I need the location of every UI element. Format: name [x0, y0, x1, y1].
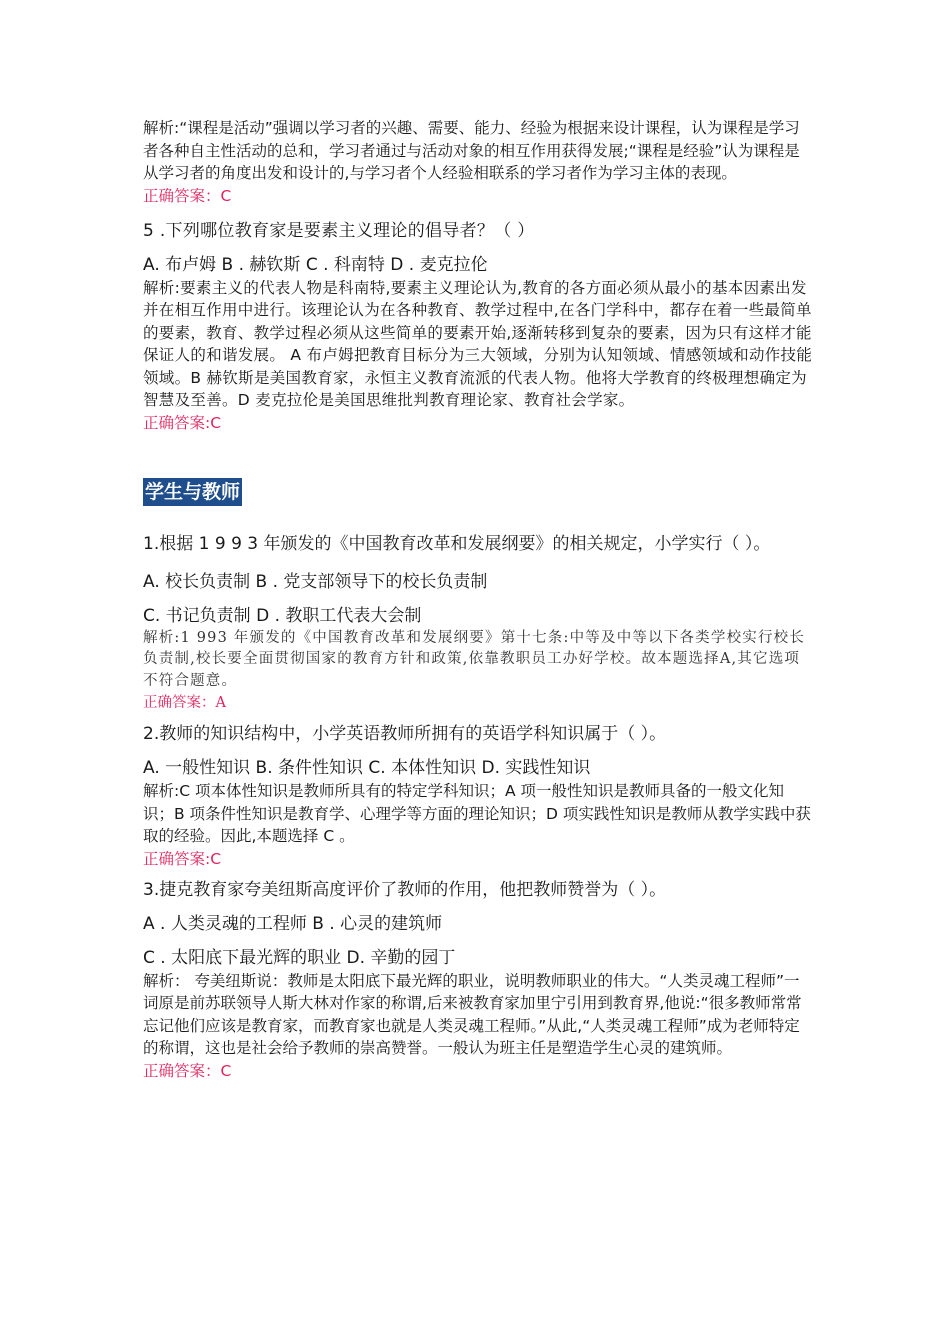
section-question-1-options-line1: A. 校长负责制 B . 党支部领导下的校长负责制 [143, 571, 488, 592]
section-question-3-analysis: 解析： 夸美纽斯说：教师是太阳底下最光辉的职业，说明教师职业的伟大。“人类灵魂工程师”一词原是前苏联领导人斯大林对作家的称谓,后来被教育家加里宁引用到教育界,他说:“很多教师常常忘记他们应该是教育家，而教育家也就是人类灵魂工程师。”从此,“人类灵魂工程师”成为老师特定的称谓，这也是社会给予教师的崇高赞誉。一般认为班主任是塑造学生心灵的建筑师。 [143, 971, 802, 1057]
section-question-2: 2.教师的知识结构中，小学英语教师所拥有的英语学科知识属于（ ）。 [143, 724, 667, 744]
section-question-3-answer: 正确答案：C [143, 1061, 232, 1080]
question-5-options: A. 布卢姆 B . 赫钦斯 C . 科南特 D . 麦克拉伦 [143, 254, 488, 275]
section-question-1: 1.根据 1 9 9 3 年颁发的《中国教育改革和发展纲要》的相关规定，小学实行（ ）。 [143, 533, 771, 554]
section-question-2-analysis: 解析:C 项本体性知识是教师所具有的特定学科知识；A 项一般性知识是教师具备的一般文化知识；B 项条件性知识是教育学、心理学等方面的理论知识；D 项实践性知识是教师从教学实践中获取的经验。因此,本题选择 C 。 [143, 782, 811, 845]
section-question-3-options-line2: C . 太阳底下最光辉的职业 D. 辛勤的园丁 [143, 947, 456, 968]
section-question-1-analysis: 解析:1 993 年颁发的《中国教育改革和发展纲要》第十七条:中等及中等以下各类学校实行校长负责制,校长要全面贯彻国家的教育方针和政策,依靠教职员工办好学校。故本题选择A,其它选项不符合题意。 [143, 629, 806, 689]
question-5: 5 .下列哪位教育家是要素主义理论的倡导者？（ ） [143, 220, 535, 241]
question-5-analysis: 解析:要素主义的代表人物是科南特,要素主义理论认为,教育的各方面必须从最小的基本因素出发并在相互作用中进行。该理论认为在各种教育、教学过程中,在各门学科中，都存在着一些最简单的要素，教育、教学过程必须从这些简单的要素开始,逐渐转移到复杂的要素，因为只有这样才能保证人的和谐发展。 A 布卢姆把教育目标分为三大领域，分别为认知领域、情感领域和动作技能领域。B 赫钦斯是美国教育家，永恒主义教育流派的代表人物。他将大学教育的终极理想确定为智慧及至善。D 麦克拉伦是美国思维批判教育理论家、教育社会学家。 [143, 278, 813, 409]
question-5-answer: 正确答案:C [143, 413, 222, 432]
section-question-1-options-line2: C. 书记负责制 D . 教职工代表大会制 [143, 605, 422, 626]
section-heading-wrapper [143, 434, 813, 506]
section-question-1-answer: 正确答案：A [143, 695, 226, 711]
section-question-3-options-line1: A . 人类灵魂的工程师 B . 心灵的建筑师 [143, 913, 443, 934]
section-question-3: 3.捷克教育家夸美纽斯高度评价了教师的作用，他把教师赞誉为（ ）。 [143, 879, 667, 900]
section-question-2-answer: 正确答案:C [143, 849, 222, 868]
section-heading: 学生与教师 [143, 478, 242, 506]
document-page [143, 117, 813, 1082]
analysis-text: 解析:“课程是活动”强调以学习者的兴趣、需要、能力、经验为根据来设计课程，认为课程是学习者各种自主性活动的总和，学习者通过与活动对象的相互作用获得发展;“课程是经验”认为课程是从学习者的角度出发和设计的,与学习者个人经验相联系的学习者作为学习主体的表现。 [143, 119, 800, 182]
section-question-2-options: A. 一般性知识 B. 条件性知识 C. 本体性知识 D. 实践性知识 [143, 758, 591, 778]
correct-answer: 正确答案：C [143, 186, 232, 205]
